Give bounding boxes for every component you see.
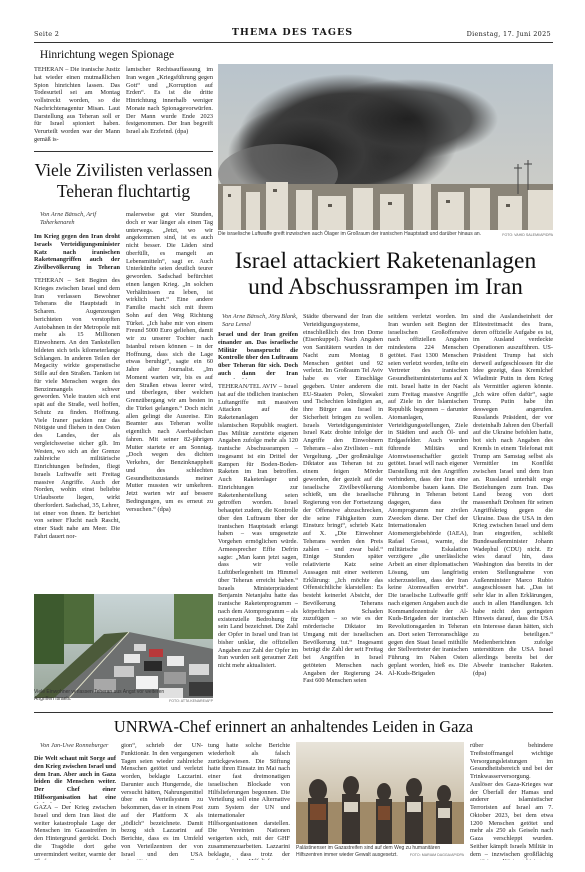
article3-col3: seitdem verletzt worden. Im Iran wurden seit Beginn der israelischen Großoffensive nach offiziellen Angaben mindestens 224 Menschen getötet. Fast 1300 Menschen seien verletzt worden, teilte ein Vertreter des iranischen Gesundheitsministeriums auf X mit. Israel hatte in der Nacht zum Freitag massive Angriffe auf Ziele in der Islamischen Republik begonnen – darunter Atomanlagen, Verteidigungsstellungen, Ziele in Städten und auch Öl- und Erdgasfelder. Auch wurden führende Militärs und Atomwissenschaftler gezielt getötet. Israel will nach eigener Darstellung mit den Angriffen verhindern, dass der Iran eine Atombombe bauen kann. Die Führung in Teheran betont dagegen, dass ihr Atomprogramm nur zivilen Zwecken diene. Der Chef der Internationalen Atomenergiebehörde (IAEA), Rafael Grossi, warnte, die militärische Eskalation verzögere „die unerlässliche Arbeit an einer diplomatischen Lösung, um langfristig sicherzustellen, dass der Iran keine Atomwaffen erwirbt“. Die israelische Luftwaffe griff nach eigenen Angaben auch die Kommandozentrale der Al-Kuds-Brigaden der iranischen Revolutionsgarden in Teheran an. Dort seien Terroranschläge gegen den Staat Israel mithilfe der Stellvertreter der iranischen Führung im Nahen Osten geplant worden, hieß es. Die Al-Kuds-Brigaden xyxy=(388,313,468,677)
article3-col2: Städte überwand der Iran die Verteidigungssysteme, einschließlich des Iron Dome (Eisenkuppel). Nach Angaben von Sanitätern wurden in der Nacht zum Montag 8 Menschen getötet und 92 verletzt. Im Großraum Tel Aviv habe es vier Einschläge gegeben. Unter anderem die EU-Staaten Polen, Slowakei und Tschechien kündigten an, ihre Bürger aus Israel in Sicherheit bringen zu wollen. Israels Verteidigungsminister Israel Katz drohte infolge der Angriffe den Einwohnern Teherans – also Zivilisten – mit Vergeltung. „Der großmäulige Diktator aus Teheran ist zu einem feigen Mörder geworden, der gezielt auf die israelische Zivilbevölkerung schießt, um die israelische Regierung von der Fortsetzung der Offensive abzuschrecken, die seine Fähigkeiten zum Einsturz bringt“, schrieb Katz auf X. „Die Einwohner Teherans werden den Preis zahlen – und zwar bald.“ Einige Stunden später relativierte Katz seine Aussagen mit einer weiteren Erklärung: „Ich möchte das Offensichtliche klarstellen: Es besteht keinerlei Absicht, der Bevölkerung Teherans körperlichen Schaden zuzufügen – so wie es der mörderische Diktator im Umgang mit der israelischen Bevölkerung tut.“ Insgesamt beträgt die Zahl der seit Freitag bei Angriffen in Israel getöteten Menschen nach Angaben der Regierung 24. Fast 600 Menschen seien xyxy=(303,313,383,685)
article2-col2: malerweise gut vier Stunden, doch er war länger als einen Tag unterwegs. „Jetzt, wo wir angekommen sind, ist es auch nicht besser. Die Läden sind überfüllt, es mangelt an Lebensmitteln“, sagt er. Auch Unterkünfte seien deutlich teurer geworden. Sadschad befürchtet einen langen Krieg. „In solchen Verhältnissen zu leben, ist wirklich hart.“ Eine andere Familie macht sich mit ihrem Sohn auf den Weg Richtung Türkei. „Ich habe mir von einem Freund 5000 Euro geliehen, damit wir zu unserer Tochter nach Istanbul reisen können – in der Hoffnung, dass sich die Lage etwas beruhigt“, sagte ein 60 Jahre alter Journalist. „Im Moment warten wir, bis es auf den Straßen etwas leerer wird, und überlegen, über welchen Grenzübergang wir am besten in die Türkei gelangen.“ Doch nicht allen gelingt die Ausreise. Ein Beamter aus Teheran wollte eigentlich nach Aserbaidschan fahren. Mit seiner 82-jährigen Mutter startete er am Sonntag. „Doch wegen des dichten Verkehrs, der Benzinknappheit und des schlechten Gesundheitszustands meiner Mutter mussten wir umkehren. Jetzt warten wir auf bessere Bedingungen, um es erneut zu versuchen.“ (dpa) xyxy=(126,211,213,513)
article4-col4: rüber behindere Treibstoffmangel wichtige Versorgungsleistungen im Gesundheitsbereich und bei der Trinkwasserversorgung. Auslöser des Gaza-Krieges war der Überfall der Hamas und anderer islamistischer Terroristen auf Israel am 7. Oktober 2023, bei dem etwa 1200 Menschen getötet und mehr als 250 als Geiseln nach Gaza verschleppt wurden. Seither kämpft Israels Militär in dem – inzwischen großflächig xyxy=(470,742,553,858)
airstrike-photo xyxy=(218,64,553,230)
article4-col1: GAZA – Der Krieg zwischen Israel und dem Iran lässt die weiter katastrophale Lage der Menschen im Gazastreifen in den Hintergrund gerückt. Doch die Tragödie dort gehe unvermindert weiter, warnte der xyxy=(34,804,116,858)
traffic-photo xyxy=(34,594,213,698)
article3-lede: Israel und der Iran greifen einander an. Das israelische Militär beansprucht die Kontrolle über den Luftraum über Teheran für sich. Doch auch dann der Iran xyxy=(218,331,298,377)
article4-lede: Die Welt schaut mit Sorge auf den Krieg zwischen Israel und dem Iran. Aber auch in Gaza leiden die Menschen weiter. Der Chef einer Hilfsorganisation hat eine xyxy=(34,755,116,801)
article4-rule xyxy=(34,712,553,713)
traffic-photo-caption: Viele Einwohner verlassen Teheran aus Angst vor weiteren Angriffen Israels. xyxy=(34,689,165,702)
article4-col3: tung hatte solche Berichte wiederholt als falsch zurückgewiesen. Die Stiftung hatte ihren Einsatz im Mai nach einer fast dreimonatigen israelischen Blockade von Hilfslieferungen begonnen. Die Verteilung soll eine Alternative zum System der UN und internationaler Hilfsorganisationen darstellen. Die Vereinten Nationen weigerten sich, mit der GHF zusammenzuarbeiten. Lazzarini beklagte, dass trotz der xyxy=(208,742,290,858)
page-number: Seite 2 xyxy=(34,30,60,38)
article4-author: Von Jan-Uwe Ronneburger xyxy=(40,742,109,749)
article3-col1: TEHERAN/TEL AVIV – Israel hat auf die tödlichen iranischen Luftangriffe mit massiven Attacken auf die Raketenanlagen der islamischen Republik reagiert. Das Militär zerstörte eigenen Angaben zufolge mehr als 120 iranische Abschussrampen – insgesamt ist ein Drittel der Rampen für Boden-Boden-Raketen im Iran betroffen. Auch Raketenlager und Einrichtungen zur Raketenherstellung seien getroffen worden. Israel behauptet zudem, die Kontrolle über den Luftraum über der iranischen Hauptstadt erlangt haben – was umgesetzte Vorgehen ermöglichen würde. Armeesprecher Effie Defrin sagte: „Man kann jetzt sagen, dass wir volle Luftüberlegenheit im Himmel über Teheran erreicht haben.“ Israels Ministerpräsident Benjamin Netanjahu hatte das iranische Raketenprogramm – nach dem Atomprogramm – als existenzielle Bedrohung für sein Land bezeichnet. Die Zahl der Opfer in Israel und Iran ist bisher unklar, die offiziellen Angaben zur Zahl der Opfer im Iran wurden seit geraumer Zeit nicht mehr aktualisiert. xyxy=(218,383,298,669)
section-title: THEMA DES TAGES xyxy=(231,27,354,38)
article2-col1: TEHERAN – Seit Beginn des Krieges zwischen Israel und dem Iran verlassen Bewohner Teherans die Hauptstadt in Scharen. Augenzeugen berichteten von verstopften Autobahnen in der Metropole mit mehr als 15 Millionen Einwohnern. An den Tankstellen bildeten sich teils kilometerlange Schlangen. In anderen Teilen der Megacity wirkte gespenstische Stille auf den Straßen. Tanken ist für viele Menschen wegen des Benzinmangels schwer geworden. Viele trauten sich erst spät auf die Straße, weil hoffen, Schutz zu finden. Hoffnung. Viele Iraner packten nur das Nötigste und fliehen in den Osten des Landes, der als vergleichsweise sicher gilt. Im Westen, wo sich an der Grenze zahlreiche militärische Einrichtungen befinden, fliegt Israels Luftwaffe seit Freitag massive Angriffe. Auch der Norden, wohin einst beliebte Urlaubsorte liegen, wirkt überfordert. Sadschad, 35, Lehrer, ist einer von ihnen. Er berichtet von seiner Flucht nach Rascht, einer Stadt nahe am Meer. Die Fahrt dauert nor- xyxy=(34,277,120,540)
article4-col2: gion“, schrieb der UN-Funktionär. In den vergangenen Tagen seien wieder zahlreiche Menschen getötet und verletzt worden, beklagte Lazzarini. Darunter auch Hungernde, die versucht hätten, Nahrungsmittel über ein Verteilsystem zu bekommen, das er in einem Post auf der Plattform X als „tödlich“ bezeichnete. Damit bezog sich Lazzarini auf Berichte, dass es im Umfeld von Verteilzentren der von Israel und den USA xyxy=(121,742,203,858)
article1-rule xyxy=(34,151,213,152)
article1-headline: Hinrichtung wegen Spionage xyxy=(39,49,175,61)
header-rule xyxy=(34,42,553,43)
airstrike-photo-caption: Die israelische Luftwaffe greift inzwischen auch Ölager im Großraum der iranischen Hauptstadt und darüber hinaus an. xyxy=(218,231,482,237)
gaza-photo xyxy=(296,742,464,844)
traffic-photo-credit: FOTO: ATTA KENARE/AFP xyxy=(169,699,213,703)
gaza-photo-caption: Palästinenser im Gazastreifen sind auf dem Weg zu humanitären Hilfszentren immer wieder Gewalt ausgesetzt. xyxy=(296,845,441,858)
article3-col4: sind die Auslandseinheit der Elitestreitmacht des Irans, deren offizielle Aufgabe es ist, im Ausland verdeckte Operationen auszuführen. US-Präsident Trump hat sich derweil aufgeschlossen für die Idee gezeigt, dass Kremlchef Wladimir Putin in dem Krieg als Vermittler agieren könnte. „Ich wäre offen dafür“, sagte Trump. Putin habe ihn deswegen angerufen. Russlands Präsident, der vor dreieinhalb Jahren den Überfall auf die Ukraine befohlen hatte, bot sich nach Angaben des Kremls in einem Telefonat mit Trump am Samstag selbst als Vermittler im Konflikt zwischen Israel und dem Iran an. Russland unterhält enge Beziehungen zum Iran. Das Land bezog von dort massenhaft Drohnen für seinen Angriffskrieg gegen die Ukraine. Dass die USA in den Krieg zwischen Israel und dem Iran eingreifen, schließt Bundesaußenminister Johann Wadephul (CDU) nicht. Er wies darauf hin, dass Washington das bereits in der ersten Stellungnahme von Außenminister Marco Rubio ausgeschlossen hat. „Das ist sehr klar in allen Erklärungen, auch in allen Handlungen. Ich habe nicht den geringsten Hinweis darauf, dass die USA ein Interesse daran hätten, sich zu beteiligen.“ Medienberichten zufolge unterstützen die USA Israel allerdings bereits bei der Abwehr iranischer Raketen. (dpa) xyxy=(473,313,553,677)
article2-headline: Viele Zivilisten verlassen Teheran fluchtartig xyxy=(34,160,213,201)
page-date: Dienstag, 17. Juni 2025 xyxy=(466,30,551,38)
article1-col1: TEHERAN – Die iranische Justiz hat wieder einen mutmaßlichen Spion hinrichten lassen. Das Todesurteil sei am Montag vollstreckt worden, so die Nachrichtenagentur Misan. Laut Darstellung aus Teheran soll er für Israel spioniert haben. Verurteilt worden war der Mann gemäß is- xyxy=(34,66,120,143)
gaza-photo-credit: FOTO: MARIAM DAGGA/AP/DPA xyxy=(409,853,464,857)
airstrike-photo-credit: FOTO: VAHID SALEMI/AP/DPA xyxy=(502,233,553,237)
article3-headline: Israel attackiert Raketenanlagen und Abschussrampen im Iran xyxy=(234,248,537,300)
article4-headline: UNRWA-Chef erinnert an anhaltendes Leiden in Gaza xyxy=(113,717,474,736)
article2-author: Von Arne Bänsch, Arif Taherkenareh xyxy=(40,211,97,226)
article3-author: Von Arne Bänsch, Jörg Blank, Sara Lemel xyxy=(222,313,298,328)
article2-lede: Im Krieg gegen den Iran droht Israels Verteidigungsminister Katz nach iranischen Raketenangriffen auch der Zivilbevölkerung in Teheran xyxy=(34,233,120,271)
article1-col2: lamischer Rechtsauffassung im Iran wegen „Kriegsführung gegen Gott“ und „Korruption auf Erden“. Es ist die dritte Hinrichtung innerhalb weniger Monate nach Spionagevorwürfen. Der Mann wurde Ende 2023 festgenommen. Der Iran begreift Israel als Erzfeind. (dpa) xyxy=(126,66,213,135)
